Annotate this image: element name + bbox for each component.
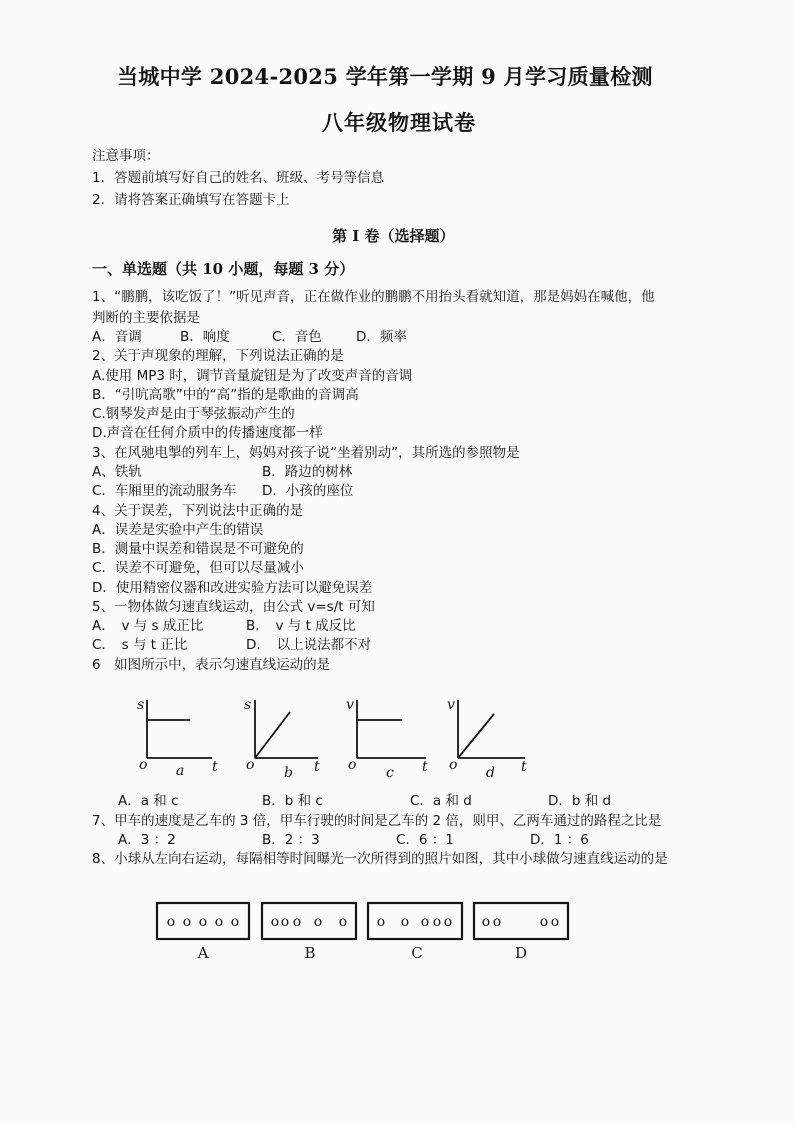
photo-a-ball: o [182, 914, 192, 930]
volume-title: 第 I 卷（选择题） [332, 227, 455, 245]
question-1-option-d: D．频率 [356, 329, 407, 345]
question-3-stem: 3、在风驰电掣的列车上，妈妈对孩子说“坐着别动”，其所选的参照物是 [92, 445, 520, 461]
graph-b-y-label: s [244, 697, 252, 713]
graph-d-origin: o [449, 757, 458, 773]
photo-c-ball: o [432, 914, 442, 930]
question-5-option-d: D． 以上说法都不对 [246, 637, 372, 653]
question-5-option-a: A． v 与 s 成正比 [92, 618, 204, 634]
photo-c-ball: o [400, 914, 410, 930]
question-4-stem: 4、关于误差，下列说法中正确的是 [92, 503, 304, 519]
question-3-option-c: C．车厢里的流动服务车 [92, 483, 237, 499]
graph-b-origin: o [246, 757, 255, 773]
exam-subtitle: 八年级物理试卷 [322, 110, 476, 135]
graph-a-x-label: t [212, 759, 218, 775]
question-3-option-d: D．小孩的座位 [262, 483, 354, 499]
photo-a-ball: o [214, 914, 224, 930]
graph-d-x-label: t [521, 759, 527, 775]
question-2-stem: 2、关于声现象的理解，下列说法正确的是 [92, 348, 344, 364]
question-7-stem: 7、甲车的速度是乙车的 3 倍，甲车行驶的时间是乙车的 2 倍，则甲、乙两车通过的路程之比是 [92, 813, 662, 829]
section-title: 一、单选题（共 10 小题，每题 3 分） [92, 260, 355, 278]
graph-b-caption: b [284, 765, 293, 781]
question-7-option-c: C．6 ：1 [396, 832, 454, 848]
photo-c-ball: o [420, 914, 430, 930]
photo-d-ball: o [492, 914, 502, 930]
photo-a-ball: o [230, 914, 240, 930]
photo-d-ball: o [539, 914, 549, 930]
question-6-option-c: C．a 和 d [410, 793, 472, 809]
photo-d-ball: o [481, 914, 491, 930]
question-4-option-d: D．使用精密仪器和改进实验方法可以避免误差 [92, 580, 373, 596]
question-6-option-b: B．b 和 c [262, 793, 323, 809]
graph-a-origin: o [139, 757, 148, 773]
photo-b-label: B [304, 944, 316, 962]
question-5-option-b: B． v 与 t 成反比 [246, 618, 356, 634]
question-3-option-b: B．路边的树林 [262, 464, 353, 480]
photo-d-ball: o [550, 914, 560, 930]
graph-d-y-label: v [447, 697, 455, 713]
question-1-stem: 1、“鹏鹏，该吃饭了！”听见声音，正在做作业的鹏鹏不用抬头看就知道，那是妈妈在喊他，他 [92, 289, 655, 305]
question-1-option-b: B．响度 [180, 329, 230, 345]
question-7-option-d: D．1 ：6 [530, 832, 589, 848]
question-8-stem: 8、小球从左向右运动，每隔相等时间曝光一次所得到的照片如图，其中小球做匀速直线运动的是 [92, 851, 668, 867]
question-5-stem: 5、一物体做匀速直线运动，由公式 v=s/t 可知 [92, 599, 375, 615]
photo-c-ball: o [443, 914, 453, 930]
graph-b-x-label: t [314, 759, 320, 775]
question-5-option-c: C． s 与 t 正比 [92, 637, 188, 653]
question-2-option-c: C.钢琴发声是由于琴弦振动产生的 [92, 406, 295, 422]
question-1-stem-cont: 判断的主要依据是 [92, 310, 200, 326]
photo-b-ball: o [270, 914, 280, 930]
photo-b-ball: o [292, 914, 302, 930]
question-6-option-d: D．b 和 d [548, 793, 612, 809]
notice-heading: 注意事项： [92, 148, 160, 164]
question-6-stem: 6 如图所示中，表示匀速直线运动的是 [92, 657, 331, 673]
exam-title: 当城中学 2024-2025 学年第一学期 9 月学习质量检测 [117, 64, 653, 89]
graph-c-origin: o [348, 757, 357, 773]
question-7-option-b: B．2 ：3 [262, 832, 320, 848]
question-3-option-a: A、铁轨 [92, 464, 142, 480]
question-1-option-c: C．音色 [272, 329, 322, 345]
question-2-option-a: A.使用 MP3 时，调节音量旋钮是为了改变声音的音调 [92, 368, 413, 384]
photo-c-ball: o [376, 914, 386, 930]
question-4-option-b: B．测量中误差和错误是不可避免的 [92, 541, 304, 557]
question-7-option-a: A．3 ：2 [118, 832, 176, 848]
photo-b-ball: o [338, 914, 348, 930]
question-2-option-b: B．“引吭高歌”中的“高”指的是歌曲的音调高 [92, 387, 359, 403]
photo-c-label: C [411, 944, 423, 962]
question-1-option-a: A．音调 [92, 329, 142, 345]
graph-a-y-label: s [137, 697, 145, 713]
question-6-option-a: A．a 和 c [118, 793, 179, 809]
question-4-option-c: C．误差不可避免，但可以尽量减小 [92, 560, 304, 576]
notice-item: 1．答题前填写好自己的姓名、班级、考号等信息 [92, 170, 385, 186]
graph-c-x-label: t [422, 759, 428, 775]
question-2-option-d: D.声音在任何介质中的传播速度都一样 [92, 425, 323, 441]
graph-c-y-label: v [346, 697, 354, 713]
photo-a-label: A [197, 944, 209, 962]
graph-d-caption: d [486, 765, 495, 781]
question-4-option-a: A．误差是实验中产生的错误 [92, 522, 264, 538]
graph-a-caption: a [176, 763, 185, 779]
photo-a-ball: o [166, 914, 176, 930]
photo-b-ball: o [313, 914, 323, 930]
notice-item: 2．请将答案正确填写在答题卡上 [92, 192, 290, 208]
graph-c-caption: c [386, 765, 394, 781]
photo-d-label: D [514, 944, 528, 962]
photo-a-ball: o [198, 914, 208, 930]
photo-b-ball: o [280, 914, 290, 930]
